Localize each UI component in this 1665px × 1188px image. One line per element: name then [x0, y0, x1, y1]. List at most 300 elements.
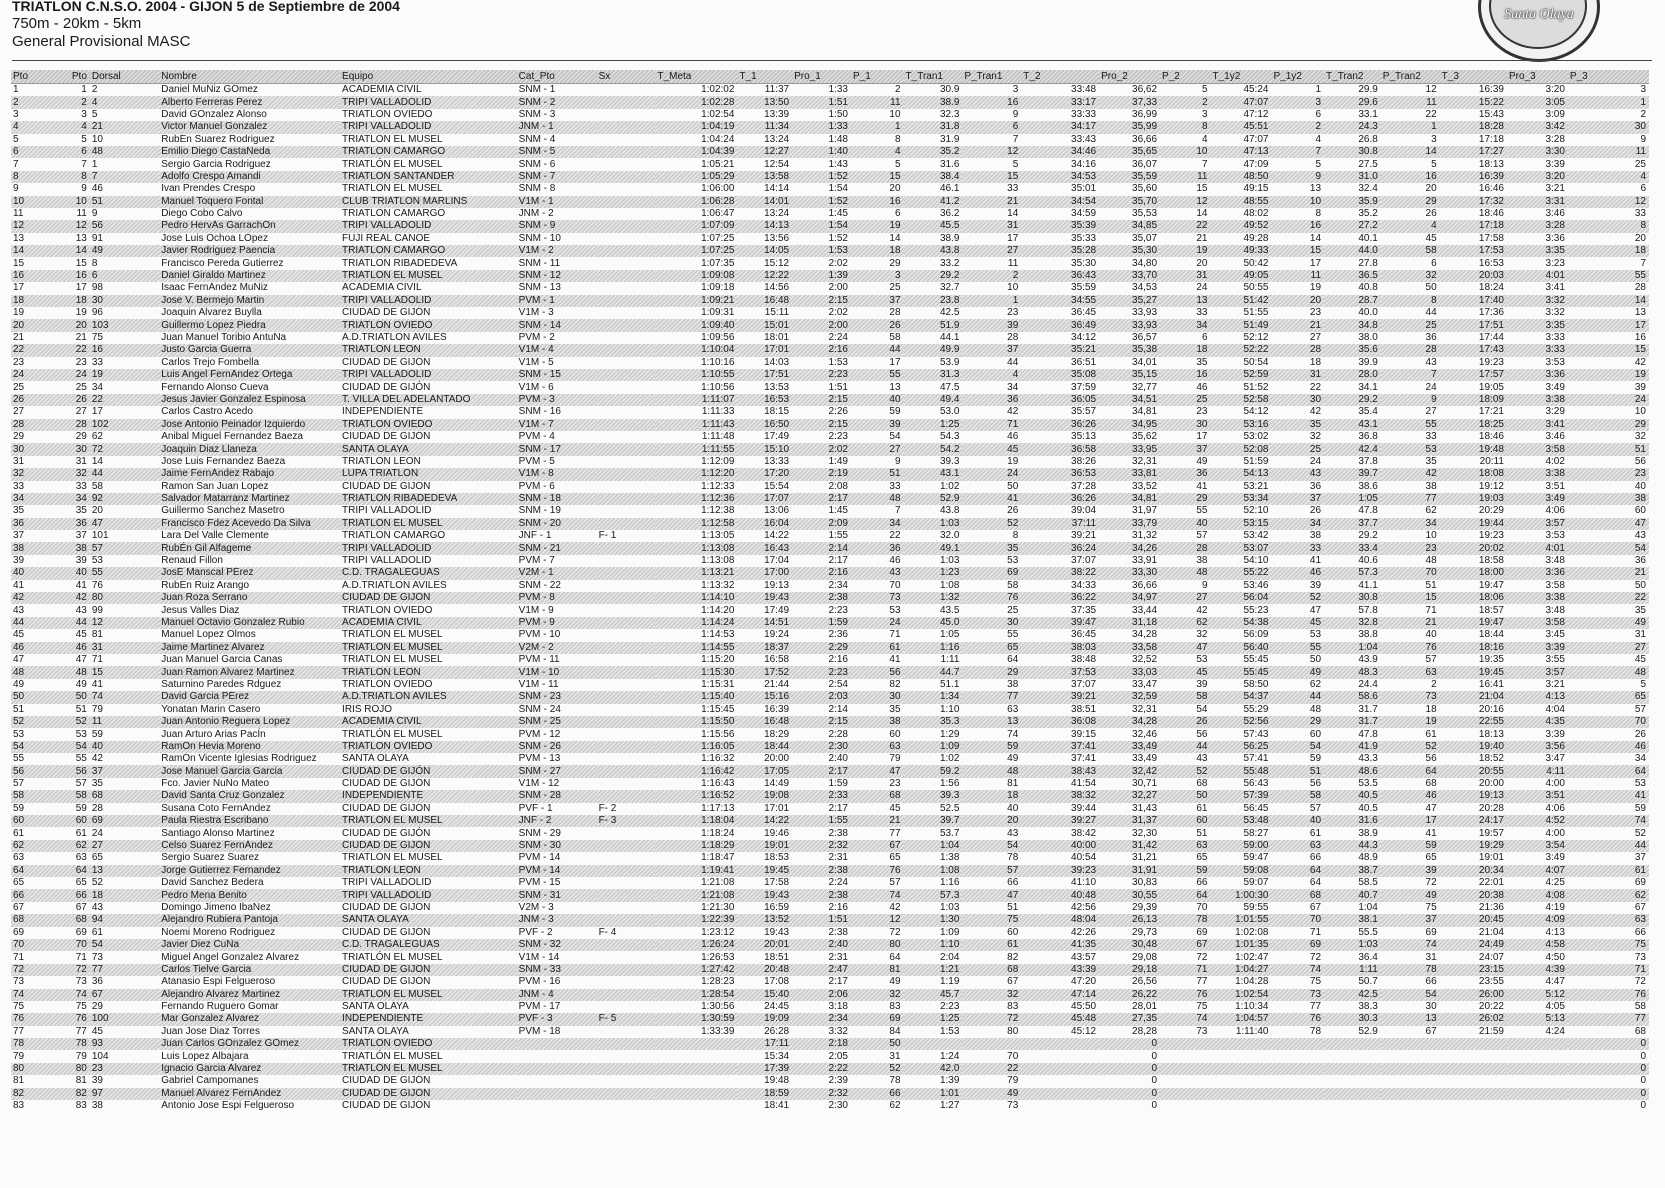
table-row	[11, 530, 1649, 542]
cell-team: TRIPI VALLADOLID	[340, 889, 517, 901]
table-row	[11, 357, 1649, 369]
cell-run-time: 18:08	[1440, 468, 1507, 480]
cell-swim-position: 25	[851, 282, 904, 294]
cell-finish-time: 1:06:28	[655, 196, 737, 208]
cell-name: Sergio Suarez Suarez	[159, 852, 340, 864]
table-row	[11, 765, 1649, 777]
cell-t1-time: 43.1	[904, 468, 963, 480]
cell-position: 67	[11, 902, 70, 914]
cell-swim-pace: 1:51	[792, 914, 851, 926]
cell-bike-position: 11	[1160, 171, 1210, 183]
cell-swim-time: 19:09	[737, 1013, 792, 1025]
cell-t1-time: 41.2	[904, 196, 963, 208]
cell-swim-bike-position: 45	[1271, 617, 1324, 629]
cell-t2-time: 47.8	[1324, 505, 1381, 517]
cell-team: ACADEMIA CIVIL	[340, 84, 517, 97]
cell-t1-time: 1:04	[904, 840, 963, 852]
cell-position: 80	[11, 1063, 70, 1075]
cell-t2-time: 43.3	[1324, 753, 1381, 765]
cell-category-position: PVM - 2	[517, 332, 597, 344]
cell-bike-time	[1021, 1088, 1099, 1100]
cell-bib: 2	[90, 84, 159, 97]
cell-bike-speed: 35,70	[1099, 196, 1160, 208]
cell-position: 18	[11, 295, 70, 307]
cell-run-position: 27	[1568, 642, 1649, 654]
cell-bike-time: 45:12	[1021, 1026, 1099, 1038]
cell-finish-time: 1:17:13	[655, 803, 737, 815]
table-row	[11, 753, 1649, 765]
cell-run-pace: 3:28	[1507, 134, 1568, 146]
cell-t2-time: 31.7	[1324, 704, 1381, 716]
cell-finish-time: 1:30:59	[655, 1013, 737, 1025]
cell-t2-time: 36.8	[1324, 431, 1381, 443]
cell-finish-time: 1:09:21	[655, 295, 737, 307]
cell-swim-bike-time: 54:13	[1211, 468, 1272, 480]
cell-bike-position	[1160, 1063, 1210, 1075]
cell-run-position: 45	[1568, 654, 1649, 666]
cell-finish-time: 1:09:08	[655, 270, 737, 282]
cell-t1-position: 45	[962, 443, 1021, 455]
cell-sex-position	[597, 679, 656, 691]
cell-sex-position	[597, 567, 656, 579]
cell-run-time: 21:36	[1440, 902, 1507, 914]
cell-category-position: SNM - 26	[517, 741, 597, 753]
cell-run-time: 21:04	[1440, 927, 1507, 939]
cell-bike-speed: 30,48	[1099, 939, 1160, 951]
cell-run-time	[1440, 1088, 1507, 1100]
cell-swim-bike-position	[1271, 1075, 1324, 1087]
cell-t2-time: 24.4	[1324, 679, 1381, 691]
cell-run-pace: 3:46	[1507, 208, 1568, 220]
cell-bike-time: 36:58	[1021, 443, 1099, 455]
cell-position: 38	[11, 542, 70, 554]
cell-t1-position: 18	[962, 790, 1021, 802]
cell-category-position	[517, 1075, 597, 1087]
cell-swim-time: 13:56	[737, 233, 792, 245]
cell-t2-position: 13	[1381, 1013, 1440, 1025]
cell-position-2: 18	[70, 295, 90, 307]
cell-swim-bike-position: 20	[1271, 295, 1324, 307]
cell-t1-position: 55	[962, 629, 1021, 641]
cell-swim-bike-position: 17	[1271, 257, 1324, 269]
cell-t2-position: 47	[1381, 803, 1440, 815]
cell-bike-position: 49	[1160, 456, 1210, 468]
cell-finish-time: 1:23:12	[655, 927, 737, 939]
cell-team: CIUDAD DE GIJÓN	[340, 902, 517, 914]
cell-swim-bike-time: 49:05	[1211, 270, 1272, 282]
cell-run-pace: 3:29	[1507, 406, 1568, 418]
cell-swim-pace: 2:54	[792, 679, 851, 691]
cell-position-2: 62	[70, 840, 90, 852]
cell-category-position: SNM - 21	[517, 542, 597, 554]
cell-team: TRIATLON OVIEDO	[340, 109, 517, 121]
cell-t2-time: 33.4	[1324, 542, 1381, 554]
cell-finish-time: 1:02:54	[655, 109, 737, 121]
cell-run-pace: 3:54	[1507, 840, 1568, 852]
cell-run-pace: 4:47	[1507, 976, 1568, 988]
cell-bike-speed: 33,44	[1099, 604, 1160, 616]
cell-team: ACADEMIA CIVIL	[340, 617, 517, 629]
cell-t1-time: 1:23	[904, 567, 963, 579]
cell-run-time: 16:39	[1440, 171, 1507, 183]
cell-sex-position	[597, 468, 656, 480]
cell-bib: 31	[90, 642, 159, 654]
cell-t1-position: 73	[962, 1100, 1021, 1112]
cell-team: TRIATLON OVIEDO	[340, 1038, 517, 1050]
column-header-run-time: T_3	[1440, 70, 1507, 84]
cell-sex-position	[597, 220, 656, 232]
cell-category-position: V1M - 9	[517, 604, 597, 616]
cell-bib: 61	[90, 927, 159, 939]
cell-swim-pace: 1:55	[792, 815, 851, 827]
cell-run-position: 15	[1568, 344, 1649, 356]
cell-run-pace: 4:02	[1507, 456, 1568, 468]
cell-swim-bike-time: 55:45	[1211, 666, 1272, 678]
cell-swim-bike-time: 50:55	[1211, 282, 1272, 294]
cell-sex-position	[597, 951, 656, 963]
cell-finish-time: 1:09:18	[655, 282, 737, 294]
cell-bib: 55	[90, 567, 159, 579]
cell-finish-time: 1:28:54	[655, 989, 737, 1001]
cell-position-2: 10	[70, 196, 90, 208]
table-row	[11, 629, 1649, 641]
cell-bib: 20	[90, 505, 159, 517]
cell-run-time: 22:01	[1440, 877, 1507, 889]
cell-run-position: 58	[1568, 1001, 1649, 1013]
cell-bib: 103	[90, 319, 159, 331]
cell-run-position: 61	[1568, 865, 1649, 877]
cell-run-pace: 3:53	[1507, 357, 1568, 369]
cell-swim-time: 20:48	[737, 964, 792, 976]
cell-position: 13	[11, 233, 70, 245]
cell-finish-time: 1:16:42	[655, 765, 737, 777]
cell-run-time: 19:05	[1440, 381, 1507, 393]
cell-bib: 104	[90, 1050, 159, 1062]
table-row	[11, 394, 1649, 406]
cell-t1-position: 80	[962, 1026, 1021, 1038]
cell-run-position: 70	[1568, 716, 1649, 728]
cell-sex-position	[597, 976, 656, 988]
cell-bike-time: 45:48	[1021, 1013, 1099, 1025]
cell-sex-position	[597, 381, 656, 393]
cell-t1-position: 82	[962, 951, 1021, 963]
cell-swim-bike-time: 1:02:08	[1211, 927, 1272, 939]
cell-bike-time: 48:04	[1021, 914, 1099, 926]
cell-position: 49	[11, 679, 70, 691]
cell-swim-time: 11:34	[737, 121, 792, 133]
cell-run-time: 17:43	[1440, 344, 1507, 356]
cell-swim-bike-time: 45:51	[1211, 121, 1272, 133]
cell-position-2: 12	[70, 220, 90, 232]
cell-sex-position	[597, 332, 656, 344]
cell-t1-time: 1:32	[904, 592, 963, 604]
cell-t2-position: 64	[1381, 765, 1440, 777]
cell-category-position: V1M - 3	[517, 307, 597, 319]
cell-bike-position: 70	[1160, 902, 1210, 914]
cell-position: 47	[11, 654, 70, 666]
cell-name: Jose Antonio Peinador Izquierdo	[159, 419, 340, 431]
cell-position-2: 19	[70, 307, 90, 319]
cell-bike-time: 34:59	[1021, 208, 1099, 220]
cell-run-time: 18:09	[1440, 394, 1507, 406]
cell-run-pace: 3:55	[1507, 654, 1568, 666]
cell-t1-time: 1:30	[904, 914, 963, 926]
cell-t1-position: 41	[962, 493, 1021, 505]
cell-swim-time: 15:10	[737, 443, 792, 455]
cell-name: Victor Manuel Gonzalez	[159, 121, 340, 133]
cell-bike-time: 34:12	[1021, 332, 1099, 344]
cell-run-position: 42	[1568, 357, 1649, 369]
cell-run-pace: 3:58	[1507, 617, 1568, 629]
cell-swim-time: 15:16	[737, 691, 792, 703]
cell-bike-speed: 31,37	[1099, 815, 1160, 827]
cell-team: T. VILLA DEL ADELANTADO	[340, 394, 517, 406]
cell-swim-time: 14:22	[737, 815, 792, 827]
cell-run-time: 18:06	[1440, 592, 1507, 604]
cell-position: 33	[11, 481, 70, 493]
cell-team: TRIPI VALLADOLID	[340, 295, 517, 307]
table-row	[11, 319, 1649, 331]
cell-swim-pace: 2:33	[792, 790, 851, 802]
cell-swim-bike-position: 52	[1271, 592, 1324, 604]
cell-t2-time: 1:05	[1324, 493, 1381, 505]
cell-position: 29	[11, 431, 70, 443]
cell-team: TRIATLÓN EL MUSEL	[340, 183, 517, 195]
cell-position: 40	[11, 567, 70, 579]
cell-bike-time: 39:27	[1021, 815, 1099, 827]
cell-run-position: 47	[1568, 518, 1649, 530]
cell-swim-time: 18:51	[737, 951, 792, 963]
cell-swim-position: 8	[851, 134, 904, 146]
cell-swim-time: 18:53	[737, 852, 792, 864]
cell-finish-time: 1:14:10	[655, 592, 737, 604]
cell-swim-position: 46	[851, 555, 904, 567]
cell-team: IRIS ROJO	[340, 704, 517, 716]
cell-position: 27	[11, 406, 70, 418]
cell-swim-pace: 2:26	[792, 406, 851, 418]
cell-name: David GÓnzalez Alonso	[159, 109, 340, 121]
column-header-team: Equipo	[340, 70, 517, 84]
cell-swim-position: 73	[851, 592, 904, 604]
cell-t2-time: 57.3	[1324, 567, 1381, 579]
cell-run-time: 18:25	[1440, 419, 1507, 431]
cell-swim-bike-position: 64	[1271, 877, 1324, 889]
cell-t1-time: 38.9	[904, 96, 963, 108]
cell-swim-bike-position: 62	[1271, 679, 1324, 691]
cell-t1-position: 83	[962, 1001, 1021, 1013]
cell-bike-time: 34:53	[1021, 171, 1099, 183]
cell-bib: 38	[90, 1100, 159, 1112]
cell-bike-position: 53	[1160, 654, 1210, 666]
cell-category-position: SNM - 20	[517, 518, 597, 530]
table-row	[11, 542, 1649, 554]
cell-position: 12	[11, 220, 70, 232]
cell-swim-bike-time: 50:54	[1211, 357, 1272, 369]
cell-run-position: 12	[1568, 196, 1649, 208]
cell-t2-time: 33.1	[1324, 109, 1381, 121]
cell-bike-time: 35:30	[1021, 257, 1099, 269]
cell-swim-position: 30	[851, 691, 904, 703]
cell-swim-position: 84	[851, 1026, 904, 1038]
cell-bike-speed: 33,58	[1099, 642, 1160, 654]
cell-team: CIUDAD DE GIJÓN	[340, 481, 517, 493]
cell-position: 23	[11, 357, 70, 369]
table-row	[11, 282, 1649, 294]
cell-position-2: 57	[70, 778, 90, 790]
cell-position-2: 52	[70, 716, 90, 728]
cell-category-position: SNM - 4	[517, 134, 597, 146]
table-row	[11, 456, 1649, 468]
cell-swim-bike-position: 66	[1271, 852, 1324, 864]
cell-t1-time: 1:03	[904, 518, 963, 530]
cell-position-2: 14	[70, 245, 90, 257]
cell-run-position: 71	[1568, 964, 1649, 976]
cell-bike-speed: 35,07	[1099, 233, 1160, 245]
cell-t1-position: 54	[962, 840, 1021, 852]
cell-t2-position: 20	[1381, 183, 1440, 195]
cell-position: 54	[11, 741, 70, 753]
cell-bike-speed: 31,18	[1099, 617, 1160, 629]
cell-bike-time: 33:43	[1021, 134, 1099, 146]
cell-swim-bike-time: 45:24	[1211, 84, 1272, 97]
cell-swim-bike-time: 1:02:47	[1211, 951, 1272, 963]
cell-swim-position: 40	[851, 394, 904, 406]
cell-t1-position: 60	[962, 927, 1021, 939]
cell-name: Atanasio Espi Felgueroso	[159, 976, 340, 988]
cell-finish-time: 1:16:43	[655, 778, 737, 790]
cell-bike-position	[1160, 1050, 1210, 1062]
cell-bike-position: 37	[1160, 443, 1210, 455]
cell-swim-bike-time: 57:39	[1211, 790, 1272, 802]
cell-bike-time: 35:59	[1021, 282, 1099, 294]
cell-bike-speed: 34,51	[1099, 394, 1160, 406]
cell-name: Yonatan Marin Casero	[159, 704, 340, 716]
cell-swim-bike-time: 50:42	[1211, 257, 1272, 269]
cell-bike-speed: 34,28	[1099, 629, 1160, 641]
cell-swim-pace: 2:24	[792, 877, 851, 889]
cell-t2-position: 23	[1381, 542, 1440, 554]
cell-bike-speed: 26,56	[1099, 976, 1160, 988]
cell-t2-position	[1381, 1050, 1440, 1062]
cell-position-2: 26	[70, 394, 90, 406]
cell-position: 72	[11, 964, 70, 976]
cell-t1-position: 51	[962, 902, 1021, 914]
cell-run-time: 19:23	[1440, 357, 1507, 369]
cell-swim-pace: 2:06	[792, 989, 851, 1001]
cell-position-2: 5	[70, 134, 90, 146]
cell-t1-position: 71	[962, 419, 1021, 431]
cell-team: TRIATLÓN EL MUSEL	[340, 1050, 517, 1062]
cell-t1-position: 44	[962, 357, 1021, 369]
cell-finish-time: 1:12:38	[655, 505, 737, 517]
table-row	[11, 481, 1649, 493]
cell-t2-position: 37	[1381, 914, 1440, 926]
cell-t2-position: 40	[1381, 629, 1440, 641]
table-row	[11, 964, 1649, 976]
table-row	[11, 1001, 1649, 1013]
cell-run-time: 26:02	[1440, 1013, 1507, 1025]
cell-run-time: 18:57	[1440, 604, 1507, 616]
cell-bike-speed: 0	[1099, 1088, 1160, 1100]
cell-t2-time: 32.8	[1324, 617, 1381, 629]
cell-position-2: 54	[70, 741, 90, 753]
cell-swim-time: 18:41	[737, 1100, 792, 1112]
cell-bike-time: 47:20	[1021, 976, 1099, 988]
cell-run-position: 18	[1568, 245, 1649, 257]
cell-position: 43	[11, 604, 70, 616]
cell-t2-time	[1324, 1075, 1381, 1087]
table-row	[11, 158, 1649, 170]
cell-category-position	[517, 1088, 597, 1100]
cell-run-pace: 4:13	[1507, 927, 1568, 939]
cell-swim-bike-time: 53:16	[1211, 419, 1272, 431]
cell-name: Juan Arturo Arias PacÍn	[159, 728, 340, 740]
cell-swim-bike-time: 1:11:40	[1211, 1026, 1272, 1038]
cell-swim-pace: 1:53	[792, 245, 851, 257]
cell-name: Anibal Miguel Fernandez Baeza	[159, 431, 340, 443]
cell-run-position: 64	[1568, 765, 1649, 777]
cell-t1-time: 51.1	[904, 679, 963, 691]
cell-bib: 39	[90, 1075, 159, 1087]
cell-run-position: 65	[1568, 691, 1649, 703]
cell-bib: 49	[90, 245, 159, 257]
cell-swim-bike-position: 15	[1271, 245, 1324, 257]
cell-name: Lara Del Valle Clemente	[159, 530, 340, 542]
cell-run-position: 0	[1568, 1038, 1649, 1050]
cell-swim-position: 50	[851, 1038, 904, 1050]
cell-bike-speed: 35,99	[1099, 121, 1160, 133]
cell-t2-time: 37.7	[1324, 518, 1381, 530]
cell-bike-speed: 28,01	[1099, 1001, 1160, 1013]
cell-position: 82	[11, 1088, 70, 1100]
cell-t2-position	[1381, 1088, 1440, 1100]
cell-run-time: 20:00	[1440, 778, 1507, 790]
cell-swim-time: 13:52	[737, 914, 792, 926]
cell-bike-time: 39:15	[1021, 728, 1099, 740]
cell-bib: 44	[90, 468, 159, 480]
cell-team: TRIATLON SANTANDER	[340, 171, 517, 183]
cell-position: 79	[11, 1050, 70, 1062]
cell-bike-time: 41:10	[1021, 877, 1099, 889]
cell-bike-time: 47:14	[1021, 989, 1099, 1001]
cell-swim-bike-time: 1:04:27	[1211, 964, 1272, 976]
cell-t1-time: 39.3	[904, 456, 963, 468]
cell-swim-pace: 2:34	[792, 1013, 851, 1025]
cell-swim-bike-position: 8	[1271, 208, 1324, 220]
table-row	[11, 617, 1649, 629]
cell-t2-position: 24	[1381, 381, 1440, 393]
cell-swim-position: 18	[851, 245, 904, 257]
cell-bike-position: 74	[1160, 1013, 1210, 1025]
cell-t2-position: 41	[1381, 827, 1440, 839]
cell-position: 24	[11, 369, 70, 381]
cell-position: 37	[11, 530, 70, 542]
cell-name: David Garcia PÉrez	[159, 691, 340, 703]
cell-team: CIUDAD DE GIJÓN	[340, 592, 517, 604]
cell-run-time	[1440, 1100, 1507, 1112]
cell-team: TRIATLÓN EL MUSEL	[340, 989, 517, 1001]
cell-t1-position: 35	[962, 542, 1021, 554]
cell-position: 8	[11, 171, 70, 183]
cell-bike-time: 39:47	[1021, 617, 1099, 629]
cell-bike-speed: 36,07	[1099, 158, 1160, 170]
cell-swim-bike-position: 51	[1271, 765, 1324, 777]
cell-t2-time: 28.7	[1324, 295, 1381, 307]
cell-swim-pace: 1:59	[792, 778, 851, 790]
cell-bib: 94	[90, 914, 159, 926]
cell-t2-position	[1381, 1075, 1440, 1087]
cell-position: 68	[11, 914, 70, 926]
